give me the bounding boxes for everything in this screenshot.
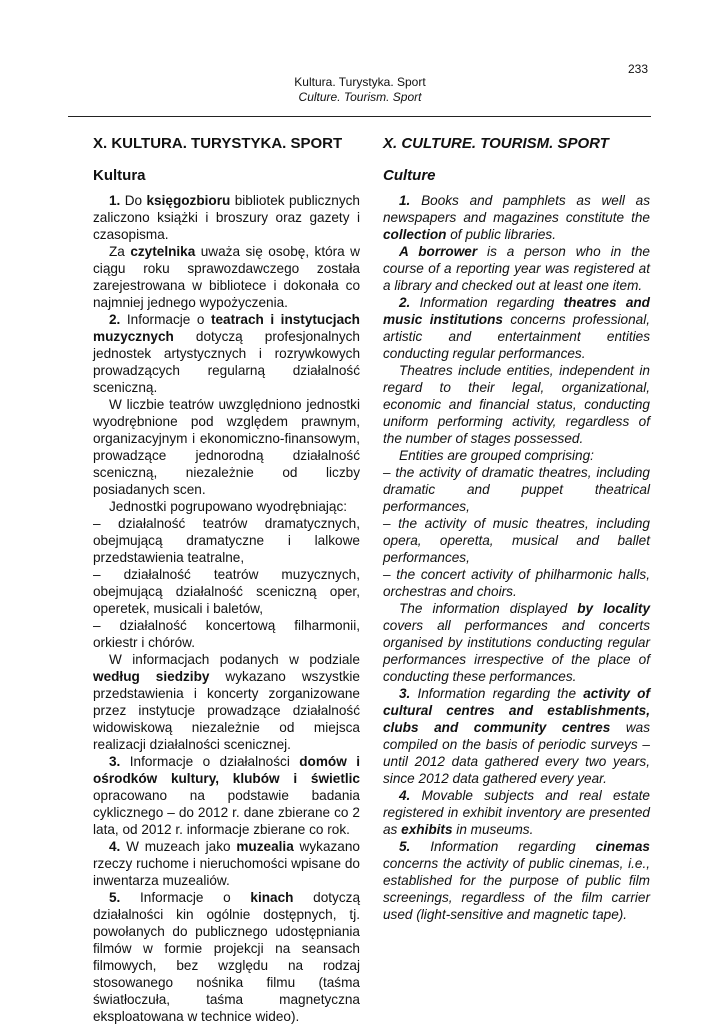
bold-text: według siedziby <box>93 669 210 684</box>
paragraph <box>93 498 360 515</box>
english-column <box>383 134 650 923</box>
bold-text: księgozbioru <box>146 193 231 208</box>
text-run: in museums. <box>452 822 534 837</box>
paragraph <box>383 464 650 515</box>
running-header-english: Culture. Tourism. Sport <box>298 90 422 104</box>
text-run: Informacje o <box>120 890 251 905</box>
paragraph <box>383 362 650 447</box>
page-number: 233 <box>627 62 648 76</box>
bold-text: 5. <box>109 890 121 905</box>
bold-text: 4. <box>109 839 121 854</box>
bold-text: kinach <box>250 890 294 905</box>
text-run: Jednostki pogrupowano wyodrębniając: <box>109 499 348 514</box>
text-run: dotyczą działalności kin ogólnie dostępnych, tj. powołanych do publicznego udostępniania filmów w formie projekcji na seansach filmowych, bez względu na rodzaj stosowanego nośnika filmu (taśma światłoczuła, taśma magnetyczna eksploatowana w technice wideo). <box>93 890 361 1024</box>
text-run: W liczbie teatrów uwzględniono jednostki wyodrębnione pod względem prawnym, organizacyjnym i ekonomiczno-finansowym, prowadzące jednorodną działalność sceniczną, niezależnie od liczby posiadanych scen. <box>93 397 360 497</box>
text-run: Informacje o <box>120 312 211 327</box>
text-run: Theatres include entities, independent in regard to their legal, organizational, economic and financial status, conducting uniform performing activity, regardless of the number of stages possessed. <box>383 363 650 446</box>
text-run: covers all performances and concerts organised by institutions conducting regular performances irrespective of the place of conducting these performances. <box>383 618 650 684</box>
paragraph <box>93 396 360 498</box>
running-header-polish: Kultura. Turystyka. Sport <box>294 75 426 89</box>
subsection-title: Kultura <box>93 167 146 184</box>
text-run: – the activity of music theatres, including opera, operetta, musical and ballet performances, <box>383 516 650 565</box>
paragraph <box>93 311 360 396</box>
text-run: opracowano na podstawie badania cyklicznego – do 2012 r. dane zbierane co 2 lata, od 2012 r. informacje zbierane co rok. <box>93 788 360 837</box>
paragraph <box>383 515 650 566</box>
paragraph <box>93 889 360 1025</box>
text-run: concerns professional, artistic and entertainment entities conducting regular performances. <box>383 312 651 361</box>
text-run: wykazano wszystkie przedstawienia i koncerty zorganizowane przez instytucje prowadzące działalność widowiskową niezależnie od miejsca realizacji działalności scenicznej. <box>93 669 360 752</box>
paragraph <box>383 600 650 685</box>
polish-paragraphs <box>93 192 360 1025</box>
bold-text: 2. <box>399 295 411 310</box>
bold-text: 1. <box>399 193 411 208</box>
text-run: – działalność teatrów muzycznych, obejmującą działalność sceniczną oper, operetek, musicali i baletów, <box>93 567 360 616</box>
section-title: X. CULTURE. TOURISM. SPORT <box>383 135 609 152</box>
bold-text: A borrower <box>399 244 478 259</box>
text-run: – działalność koncertową filharmonii, orkiestr i chórów. <box>93 618 360 650</box>
paragraph <box>383 838 650 923</box>
bold-text: 3. <box>399 686 411 701</box>
english-paragraphs <box>383 192 650 923</box>
bold-text: 1. <box>109 193 121 208</box>
text-run: The information displayed <box>399 601 578 616</box>
paragraph <box>93 617 360 651</box>
bold-text: 2. <box>109 312 121 327</box>
bold-text: domów i ośrodków kultury, klubów i świetlic <box>93 754 360 786</box>
text-run: – the concert activity of philharmonic halls, orchestras and choirs. <box>383 567 650 599</box>
paragraph <box>383 447 650 464</box>
text-run: bibliotek publicznych zaliczono książki i broszury oraz gazety i czasopisma. <box>93 193 360 242</box>
text-run: uważa się osobę, która w ciągu roku sprawozdawczego została zarejestrowana w bibliotece i dokonała co najmniej jednego wypożyczenia. <box>93 244 360 310</box>
paragraph <box>383 294 650 362</box>
text-run: – the activity of dramatic theatres, including dramatic and puppet theatrical performances, <box>383 465 650 514</box>
text-run: of public libraries. <box>446 227 557 242</box>
text-run: Do <box>120 193 147 208</box>
text-run: W muzeach jako <box>120 839 237 854</box>
bold-text: collection <box>383 227 447 242</box>
bold-text: czytelnika <box>130 244 196 259</box>
text-run: Entities are grouped comprising: <box>399 448 594 463</box>
text-run: was compiled on the basis of periodic surveys – until 2012 data gathered every two years, since 2012 data gathered every year. <box>383 720 651 786</box>
bold-text: activity of cultural centres and establishments, clubs and community centres <box>383 686 650 735</box>
text-run: – działalność teatrów dramatycznych, obejmującą dramatyczne i lalkowe przedstawienia teatralne, <box>93 516 360 565</box>
bold-text: by locality <box>577 601 651 616</box>
text-run: concerns the activity of public cinemas, i.e., established for the purpose of public film screenings, regardless of the film carrier used (light-sensitive and magnetic tape). <box>383 856 650 922</box>
bold-text: muzealia <box>236 839 294 854</box>
bold-text: 5. <box>399 839 411 854</box>
paragraph <box>93 651 360 753</box>
text-run: W informacjach podanych w podziale <box>109 652 360 667</box>
paragraph <box>93 838 360 889</box>
text-run: Information regarding <box>410 295 564 310</box>
polish-column <box>93 134 360 1025</box>
paragraph <box>93 753 360 838</box>
subsection-title: Culture <box>383 167 436 184</box>
paragraph <box>383 243 650 294</box>
paragraph <box>383 787 650 838</box>
paragraph <box>93 515 360 566</box>
bold-text: theatres and music institutions <box>383 295 650 327</box>
paragraph <box>93 192 360 243</box>
text-run: wykazano rzeczy ruchome i nieruchomości wpisane do inwentarza muzealiów. <box>93 839 360 888</box>
bold-text: exhibits <box>401 822 453 837</box>
header-divider <box>68 116 651 117</box>
text-run: Movable subjects and real estate registered in exhibit inventory are presented as <box>383 788 650 837</box>
text-run: Books and pamphlets as well as newspapers and magazines constitute the <box>383 193 650 225</box>
bold-text: teatrach i instytucjach muzycznych <box>93 312 360 344</box>
text-run: Information regarding <box>410 839 596 854</box>
text-run: Za <box>109 244 131 259</box>
bold-text: 3. <box>109 754 121 769</box>
text-run: is a person who in the course of a reporting year was registered at a library and checked out at least one item. <box>383 244 650 293</box>
paragraph <box>383 685 650 787</box>
text-run: Information regarding the <box>410 686 584 701</box>
bold-text: 4. <box>399 788 411 803</box>
paragraph <box>93 566 360 617</box>
text-run: dotyczą profesjonalnych jednostek artystycznych i rozrywkowych prowadzących regularną działalność sceniczną. <box>93 329 360 395</box>
paragraph <box>383 566 650 600</box>
section-title: X. KULTURA. TURYSTYKA. SPORT <box>93 135 343 152</box>
paragraph <box>383 192 650 243</box>
text-run: Informacje o działalności <box>120 754 300 769</box>
bold-text: cinemas <box>595 839 650 854</box>
paragraph <box>93 243 360 311</box>
